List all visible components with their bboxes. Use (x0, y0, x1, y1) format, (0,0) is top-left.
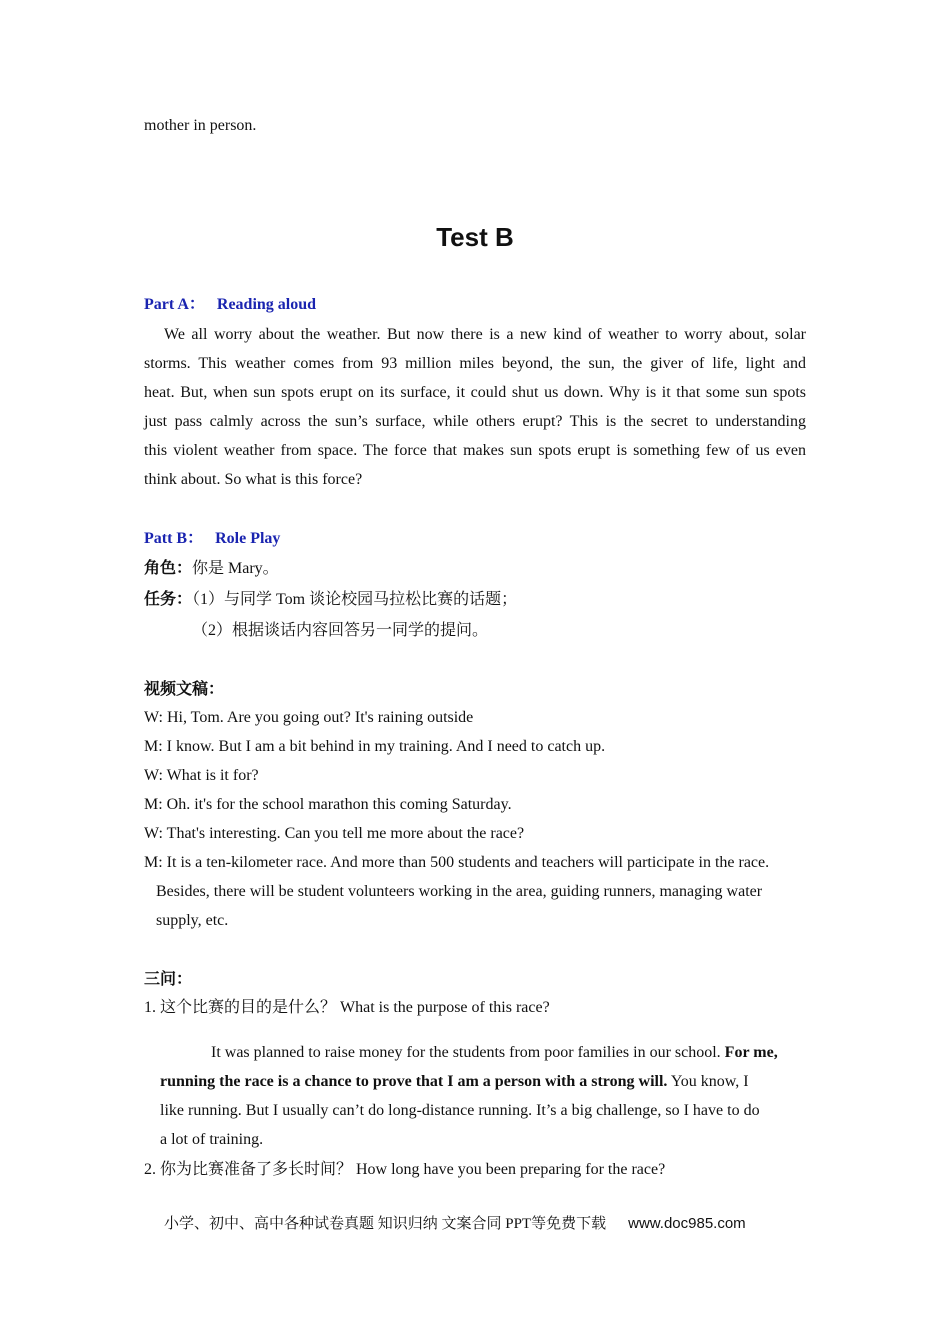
transcript-line: W: Hi, Tom. Are you going out? It's raining outside (144, 709, 474, 726)
continuation-text: mother in person. (144, 117, 257, 134)
role-text: 你是 Mary。 (192, 560, 279, 577)
reading-passage (144, 320, 806, 494)
footer-url[interactable]: www.doc985.com (628, 1215, 746, 1232)
passage-line: think about. So what is this force? (144, 471, 363, 488)
part-a-label: Part A： (144, 296, 205, 313)
transcript-label: 视频文稿： (144, 681, 225, 698)
transcript-line: supply, etc. (156, 912, 229, 929)
question-2: 2. 你为比赛准备了多长时间？ How long have you been preparing for the race? (144, 1161, 666, 1178)
transcript-line: Besides, there will be student volunteers working in the area, guiding runners, managing water (156, 883, 763, 900)
answer-1-line (160, 1072, 749, 1092)
part-a-heading (144, 295, 316, 315)
part-b-heading (144, 529, 280, 549)
footer-text: 小学、初中、高中各种试卷真题 知识归纳 文案合同 PPT等免费下载 (164, 1216, 607, 1232)
transcript-line: W: What is it for? (144, 767, 259, 784)
role-line (144, 559, 279, 579)
transcript-line: M: Oh. it's for the school marathon this coming Saturday. (144, 796, 512, 813)
transcript-line: M: I know. But I am a bit behind in my training. And I need to catch up. (144, 738, 606, 755)
part-a-title: Reading aloud (216, 296, 317, 313)
answer-1-emphasis: running the race is a chance to prove that I am a person with a strong will. (160, 1073, 668, 1090)
transcript-line: M: It is a ten-kilometer race. And more than 500 students and teachers will participate in the race. (144, 854, 770, 871)
passage-line: this violent weather from space. The force that makes sun spots erupt is something few of us even (144, 442, 806, 459)
page-title: Test B (436, 222, 514, 252)
role-label: 角色： (144, 560, 193, 577)
answer-1-line: a lot of training. (160, 1131, 264, 1148)
question-1: 1. 这个比赛的目的是什么？ What is the purpose of this race? (144, 999, 550, 1016)
task-label: 任务： (144, 591, 193, 608)
answer-1-text: You know, I (670, 1073, 749, 1090)
passage-line: just pass calmly across the sun’s surface, while others erupt? This is the secret to understanding (144, 413, 806, 430)
answer-1-text: It was planned to raise money for the students from poor families in our school. (211, 1044, 721, 1061)
part-b-label: Patt B： (144, 530, 204, 547)
answer-1-line: like running. But I usually can’t do long-distance running. It’s a big challenge, so I have to do (160, 1102, 760, 1119)
passage-line: We all worry about the weather. But now there is a new kind of weather to worry about, solar (164, 326, 806, 343)
questions-label: 三问： (144, 971, 193, 988)
page-footer (164, 1212, 746, 1233)
passage-line: heat. But, when sun spots erupt on its surface, it could shut us down. Why is it that some sun spots (144, 384, 806, 401)
passage-line: storms. This weather comes from 93 million miles beyond, the sun, the giver of life, light and (144, 355, 806, 372)
task-1-text: （1）与同学 Tom 谈论校园马拉松比赛的话题； (192, 591, 518, 608)
task-line-2: （2）根据谈话内容回答另一同学的提问。 (192, 622, 489, 639)
part-b-title: Role Play (215, 530, 281, 547)
transcript-line: W: That's interesting. Can you tell me more about the race? (144, 825, 525, 842)
task-line-1 (144, 590, 517, 610)
answer-1-emphasis: For me, (724, 1044, 778, 1061)
answer-1-line (211, 1043, 778, 1063)
